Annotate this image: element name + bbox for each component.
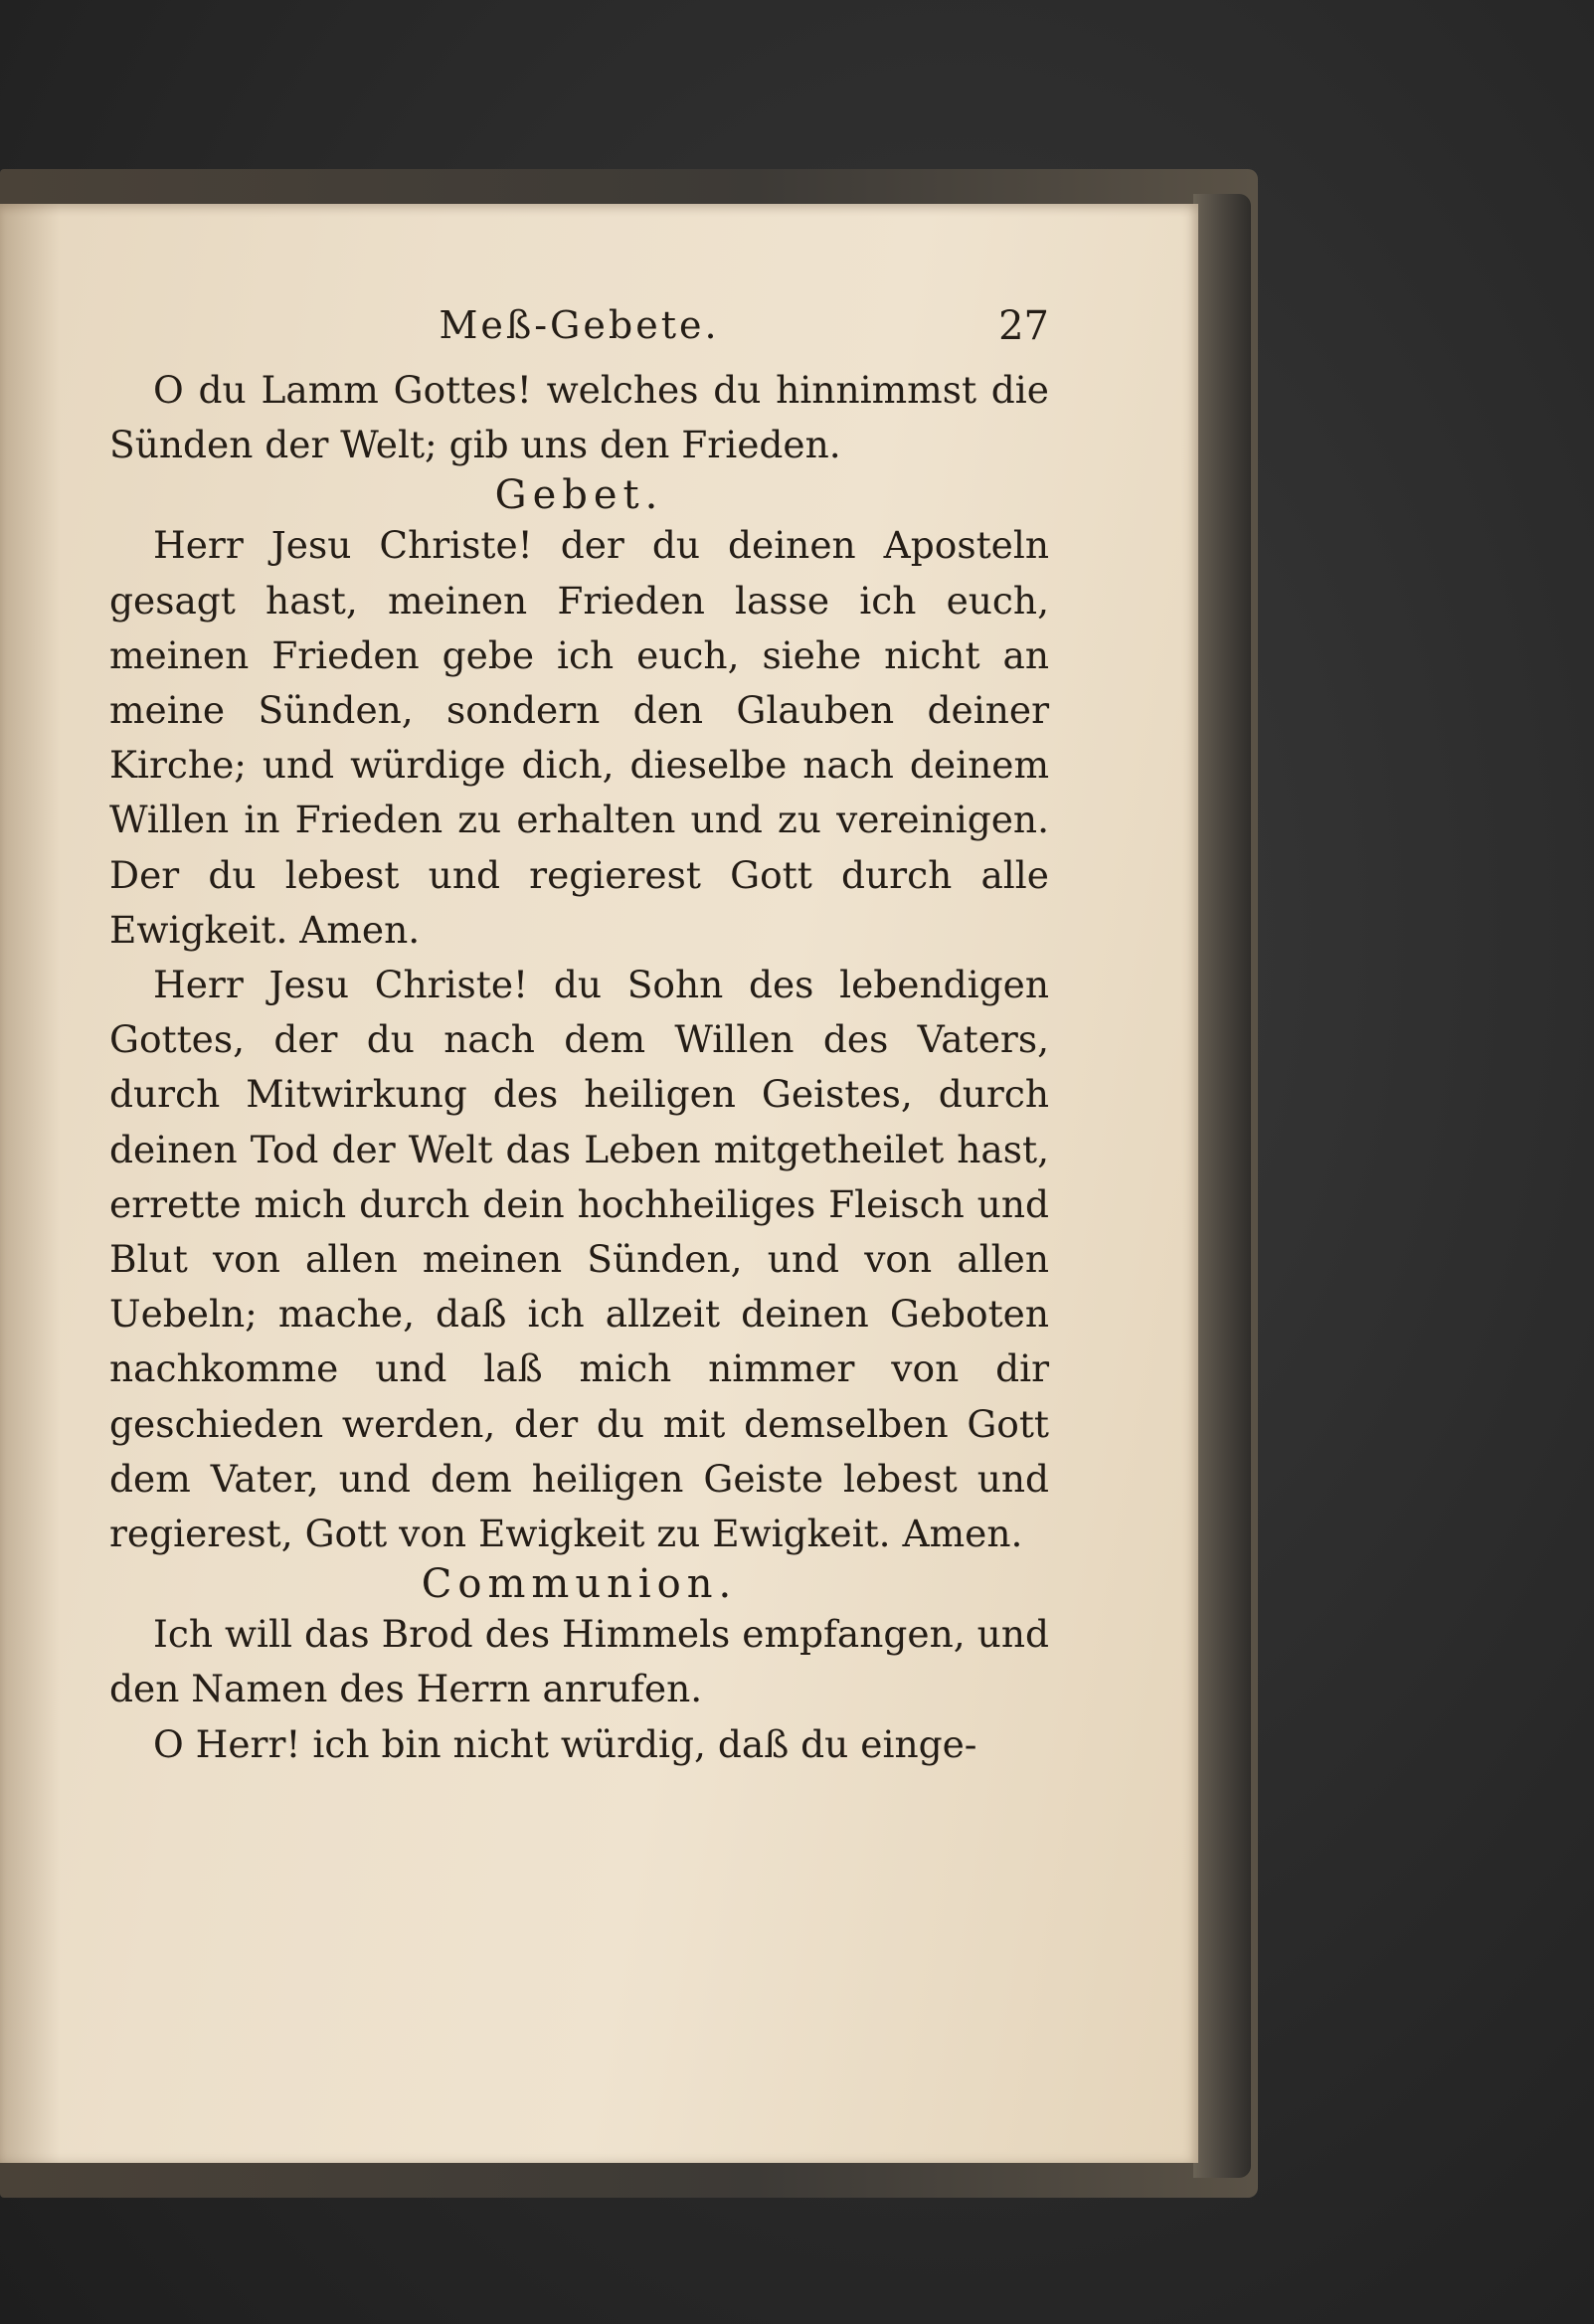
page-number: 27 — [998, 303, 1049, 349]
communion-paragraph-1: Ich will das Brod des Himmels empfangen, und den Namen des Herrn anrufen. — [109, 1612, 1049, 1711]
agnus-dei-paragraph: O du Lamm Gottes! welches du hinnimmst die Sünden der Welt; gib uns den Frieden. — [109, 368, 1049, 467]
running-title: Meß-Gebete. — [439, 303, 720, 347]
gebet-heading: Gebet. — [494, 472, 664, 519]
page-text-block — [109, 303, 1049, 1772]
prayer-paragraph-1: Herr Jesu Christe! der du deinen Aposteln gesagt hast, meinen Frieden lasse ich euch, meinen Frieden gebe ich euch, siehe nicht an meine Sünden, sondern den Glauben deiner Kirche; und würdige dich, dieselbe nach deinem Willen in Frieden zu erhalten und zu vereinigen. Der du lebest und regierest Gott durch alle Ewigkeit. Amen. — [109, 523, 1049, 952]
communion-paragraph-2: O Herr! ich bin nicht würdig, daß du einge- — [153, 1721, 977, 1766]
book-cover-edge — [1193, 194, 1251, 2178]
communion-heading: Communion. — [421, 1561, 738, 1608]
page-header — [109, 303, 1049, 363]
book-page — [0, 204, 1198, 2163]
page-gutter-shadow — [0, 204, 60, 2163]
prayer-paragraph-2: Herr Jesu Christe! du Sohn des lebendigen Gottes, der du nach dem Willen des Vaters, durch Mitwirkung des heiligen Geistes, durch deinen Tod der Welt das Leben mitgetheilet hast, errette mich durch dein hochheiliges Fleisch und Blut von allen meinen Sünden, und von allen Uebeln; mache, daß ich allzeit deinen Geboten nachkomme und laß mich nimmer von dir geschieden werden, der du mit demselben Gott dem Vater, und dem heiligen Geiste lebest und regierest, Gott von Ewigkeit zu Ewigkeit. Amen. — [109, 963, 1049, 1556]
